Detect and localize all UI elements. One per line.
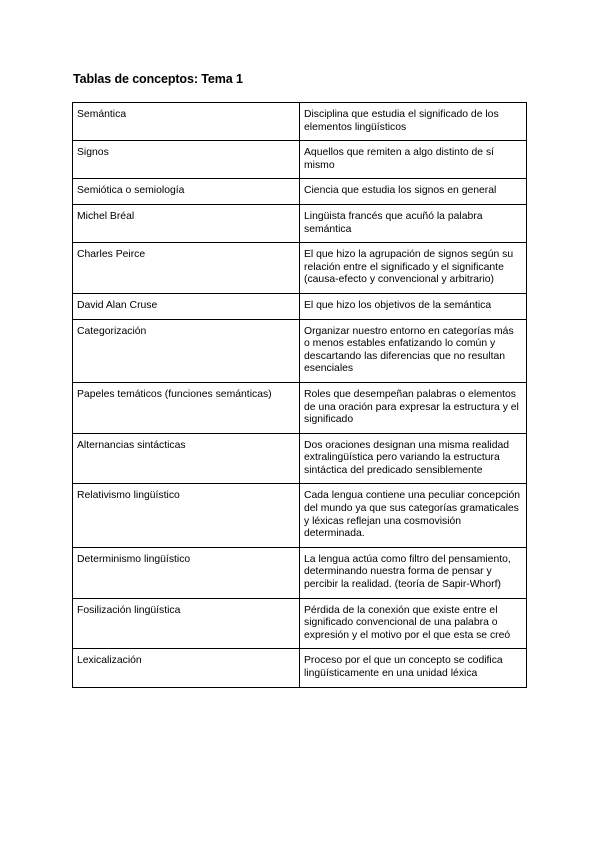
table-row [73, 433, 527, 484]
table-row [73, 293, 527, 319]
page-title: Tablas de conceptos: Tema 1 [73, 72, 243, 86]
definition-cell: Dos oraciones designan una misma realidad extralingüística pero variando la estructura sintáctica del predicado sensiblemente [300, 433, 527, 484]
definition-cell: Ciencia que estudia los signos en general [300, 179, 527, 205]
concepts-table [72, 102, 527, 688]
term-cell: Categorización [73, 319, 300, 382]
definition-cell: Lingüista francés que acuñó la palabra semántica [300, 204, 527, 242]
term-cell: Alternancias sintácticas [73, 433, 300, 484]
definition-cell: El que hizo la agrupación de signos según su relación entre el significado y el significante (causa-efecto y convencional y arbitrario) [300, 243, 527, 294]
term-cell: Signos [73, 141, 300, 179]
table-row [73, 141, 527, 179]
term-cell: Lexicalización [73, 649, 300, 687]
table-row [73, 319, 527, 382]
table-row [73, 484, 527, 547]
definition-cell: Pérdida de la conexión que existe entre el significado convencional de una palabra o expresión y el motivo por el que esta se creó [300, 598, 527, 649]
table-row [73, 103, 527, 141]
term-cell: Michel Bréal [73, 204, 300, 242]
definition-cell: Aquellos que remiten a algo distinto de sí mismo [300, 141, 527, 179]
term-cell: Fosilización lingüística [73, 598, 300, 649]
definition-cell: Roles que desempeñan palabras o elementos de una oración para expresar la estructura y el significado [300, 382, 527, 433]
table-row [73, 382, 527, 433]
term-cell: Determinismo lingüístico [73, 547, 300, 598]
term-cell: David Alan Cruse [73, 293, 300, 319]
table-row [73, 179, 527, 205]
term-cell: Relativismo lingüístico [73, 484, 300, 547]
definition-cell: Disciplina que estudia el significado de los elementos lingüísticos [300, 103, 527, 141]
term-cell: Semiótica o semiología [73, 179, 300, 205]
concepts-table-body [73, 103, 527, 688]
definition-cell: La lengua actúa como filtro del pensamiento, determinando nuestra forma de pensar y percibir la realidad. (teoría de Sapir-Whorf) [300, 547, 527, 598]
definition-cell: Proceso por el que un concepto se codifica lingüísticamente en una unidad léxica [300, 649, 527, 687]
term-cell: Charles Peirce [73, 243, 300, 294]
term-cell: Semántica [73, 103, 300, 141]
term-cell: Papeles temáticos (funciones semánticas) [73, 382, 300, 433]
table-row [73, 243, 527, 294]
table-row [73, 598, 527, 649]
definition-cell: El que hizo los objetivos de la semántica [300, 293, 527, 319]
table-row [73, 547, 527, 598]
definition-cell: Cada lengua contiene una peculiar concepción del mundo ya que sus categorías gramaticales y léxicas reflejan una cosmovisión determinada. [300, 484, 527, 547]
table-row [73, 204, 527, 242]
table-row [73, 649, 527, 687]
definition-cell: Organizar nuestro entorno en categorías más o menos estables enfatizando lo común y descartando las diferencias que no resultan esenciales [300, 319, 527, 382]
